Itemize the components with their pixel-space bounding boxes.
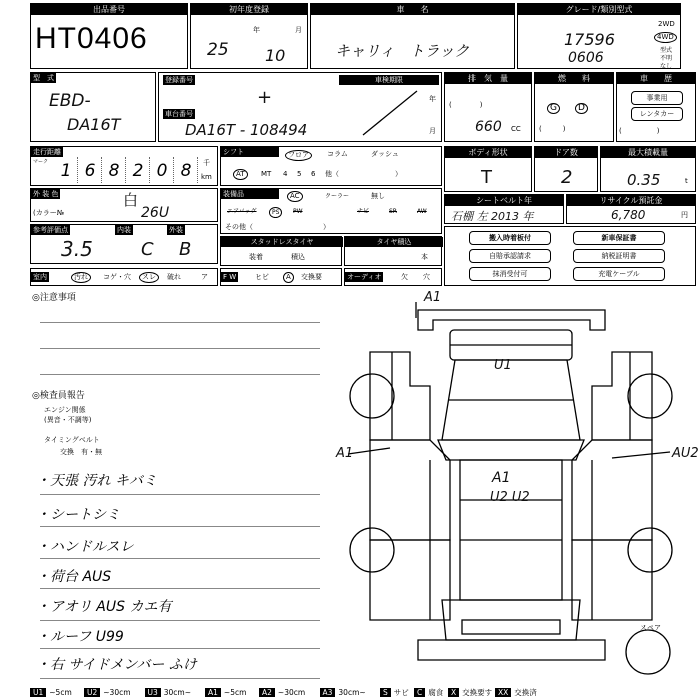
stock-number-label: 出品番号: [31, 4, 187, 15]
displacement-paren: ( ): [449, 101, 483, 109]
interior-value: C: [141, 239, 154, 260]
note-rule: [40, 678, 320, 679]
shift-mt: MT: [261, 170, 272, 178]
color-label: 外 装 色: [33, 190, 59, 198]
displacement-cell: [444, 72, 532, 142]
fuel-cell: [534, 72, 614, 142]
audio-label: オーディオ: [347, 273, 382, 281]
shift-4: 4: [283, 170, 288, 178]
legend-meaning: 交換要す: [462, 688, 493, 697]
first-reg-month: 10: [265, 46, 286, 65]
legend-item: [205, 686, 249, 700]
audio-missing: 欠: [401, 273, 408, 281]
doc-cancel: 抹消受付可: [469, 267, 551, 281]
history-business: 事業用: [631, 91, 683, 105]
recycle-unit: 円: [681, 211, 688, 219]
caution-heading: ◎注意事項: [32, 293, 76, 303]
note-rule: [40, 620, 320, 621]
odometer-digit: 6: [79, 157, 102, 183]
note-line: ・ハンドルスレ: [36, 539, 134, 555]
shift-dash: ダッシュ: [371, 150, 399, 158]
equip-ac: AC: [287, 191, 303, 202]
shift-cell: [220, 146, 442, 186]
history-paren: ( ): [619, 127, 660, 135]
grade-code1: 17596: [564, 30, 615, 49]
grade-code2: 0606: [568, 50, 604, 66]
mileage-unit-thousand: 千: [203, 159, 210, 167]
month-unit: 月: [295, 26, 302, 34]
legend-code: XX: [495, 688, 511, 697]
audio-cell: [344, 268, 442, 286]
cond-burn: コゲ・穴: [103, 273, 131, 281]
color-code-label: (カラー№: [33, 209, 65, 217]
mileage-label: 走行距離: [33, 148, 61, 156]
odometer-digit: 1: [55, 157, 78, 183]
fw-a: A: [283, 272, 294, 283]
equipment-cell: [220, 188, 442, 234]
legend-meaning: 30cm~: [338, 688, 366, 697]
inspection-label: 車検期限: [339, 75, 439, 85]
note-line: ・右 サイドメンバー ふけ: [36, 657, 197, 673]
capacity-cell: [600, 146, 696, 192]
legend-meaning: サビ: [393, 688, 409, 697]
grade-label: グレード/類別型式: [518, 4, 680, 15]
note-rule: [40, 494, 320, 495]
recycle-cell: [566, 194, 696, 224]
color-code: 26U: [141, 205, 170, 221]
tire-load-unit: 本: [421, 253, 428, 261]
odometer-digit: 8: [175, 157, 198, 183]
legend-code: S: [380, 688, 391, 697]
caution-rule-3: [40, 374, 320, 375]
timing-sub: 交換 有・無: [60, 448, 102, 456]
drive-4wd: 4WD: [654, 32, 677, 43]
body-type-value: T: [481, 167, 492, 188]
reg-chassis-cell: [158, 72, 442, 142]
cond-a: ア: [201, 273, 208, 281]
inspection-year-unit: 年: [429, 95, 436, 103]
engine-label: エンジン関係: [44, 406, 86, 414]
equip-sr: SR: [389, 208, 397, 215]
color-value: 白: [123, 191, 139, 209]
doors-cell: [534, 146, 598, 192]
doc-arrival-board: 搬入時着板付: [469, 231, 551, 245]
capacity-label: 最大積載量: [601, 147, 695, 158]
body-type-label: ボディ形状: [445, 147, 531, 158]
cond-scuff: スレ: [139, 272, 159, 283]
exterior-label: 外装: [169, 226, 183, 234]
capacity-value: 0.35: [627, 171, 661, 189]
reg-no-mark: +: [257, 87, 273, 108]
mileage-unit-km: km: [201, 173, 212, 181]
grade-other3: なし: [660, 63, 673, 70]
legend-code: U3: [145, 688, 161, 697]
fuel-g: G: [547, 103, 560, 114]
fw-replace: 交換要: [301, 273, 322, 281]
legend-code: A3: [320, 688, 336, 697]
doors-label: ドア数: [535, 147, 597, 158]
history-label: 車 歴: [617, 73, 695, 84]
note-line: ・荷台 AUS: [36, 569, 112, 585]
studless-label: スタッドレスタイヤ: [221, 237, 343, 247]
damage-mark-bed-a: A1: [492, 470, 511, 486]
cond-tear: 破れ: [167, 273, 181, 281]
legend-meaning: ~30cm: [103, 688, 131, 697]
rating-cell: [30, 224, 218, 264]
fw-crack: ヒビ: [255, 273, 269, 281]
audio-hole: 穴: [423, 273, 430, 281]
interior-cond-cell: [30, 268, 218, 286]
doc-warranty: 新車保証書: [573, 231, 665, 245]
inspection-strike: [359, 87, 423, 139]
doc-charge-cable: 充電ケーブル: [573, 267, 665, 281]
chassis-label: 車台番号: [165, 110, 193, 118]
equip-ps: PS: [269, 207, 282, 218]
reg-no-label: 登録番号: [165, 76, 193, 84]
legend-item: [84, 686, 134, 700]
model-line2: DA16T: [67, 115, 121, 134]
mileage-mark: マーク: [33, 159, 49, 165]
legend-code: U1: [30, 688, 46, 697]
mileage-cell: [30, 146, 218, 186]
fuel-paren: ( ): [539, 125, 566, 133]
seatbelt-cell: [444, 194, 564, 224]
studless-loaded: 積込: [291, 253, 305, 261]
displacement-label: 排 気 量: [445, 73, 531, 84]
first-registration-cell: [190, 3, 308, 69]
shift-at: AT: [233, 169, 248, 180]
equipment-label: 装備品: [221, 189, 279, 199]
shift-other: 他（ ）: [325, 170, 402, 178]
grade-cell: [517, 3, 681, 69]
drive-2wd: 2WD: [658, 20, 675, 28]
equip-airbag: エアバッグ: [227, 208, 257, 215]
fw-label: F W: [223, 273, 237, 281]
grade-other1: 型式: [660, 47, 673, 54]
car-name: キャリィ トラック: [335, 42, 470, 60]
legend-code: U2: [84, 688, 100, 697]
legend-item: [495, 686, 540, 700]
note-rule: [40, 526, 320, 527]
legend-meaning: ~5cm: [49, 688, 72, 697]
shift-5: 5: [297, 170, 302, 178]
car-name-cell: [310, 3, 515, 69]
rating-value: 3.5: [61, 237, 93, 261]
first-reg-year: 25: [207, 40, 229, 60]
displacement-unit: CC: [511, 125, 521, 133]
history-cell: [616, 72, 696, 142]
equip-cooler: クーラー: [325, 193, 350, 200]
odometer: [55, 157, 199, 185]
note-line: ・シートシミ: [36, 507, 120, 523]
note-line: ・ルーフ U99: [36, 629, 124, 645]
damage-mark-bumper: A1: [424, 290, 442, 305]
chassis-value: DA16T - 108494: [185, 121, 308, 139]
odometer-digit: 8: [103, 157, 126, 183]
legend-item: [414, 686, 446, 700]
legend-meaning: ~5cm: [223, 688, 247, 697]
capacity-unit: t: [685, 177, 688, 185]
legend-item: [30, 686, 75, 700]
note-line: ・天張 汚れ キバミ: [36, 473, 157, 489]
timing-label: タイミングベルト: [44, 436, 100, 444]
damage-mark-right-door: AU2: [672, 446, 699, 461]
legend-item: [259, 686, 308, 700]
car-name-label: 車 名: [311, 4, 514, 15]
model-line1: EBD-: [49, 91, 91, 111]
legend-code: C: [414, 688, 425, 697]
shift-label: シフト: [221, 147, 279, 157]
model-label: 型 式: [33, 74, 54, 82]
equip-navi: ナビ: [357, 208, 370, 215]
seatbelt-label: シートベルト年: [445, 195, 563, 206]
note-line: ・アオリ AUS カエ有: [36, 599, 172, 615]
note-rule: [40, 588, 320, 589]
model-cell: [30, 72, 156, 142]
shift-column: コラム: [327, 150, 348, 158]
odometer-digit: 0: [151, 157, 174, 183]
fuel-d: D: [575, 103, 588, 114]
legend-code: A2: [259, 688, 275, 697]
spare-label: スペア: [640, 624, 661, 632]
grade-other2: 不明: [660, 55, 673, 62]
studless-fitted: 装着: [249, 253, 263, 261]
inspection-month-unit: 月: [429, 127, 436, 135]
stock-number: HT0406: [35, 22, 148, 55]
body-type-cell: [444, 146, 532, 192]
legend-meaning: ~30cm: [277, 688, 306, 697]
docs-cell: [444, 226, 696, 286]
note-rule: [40, 558, 320, 559]
displacement-value: 660: [475, 119, 502, 135]
shift-floor: フロア: [285, 150, 312, 161]
interior-label: 内装: [117, 226, 131, 234]
legend-item: [145, 686, 195, 700]
engine-sub: (異音・不調等): [44, 416, 92, 424]
legend-meaning: 交換済: [514, 688, 537, 697]
legend-item: [448, 686, 495, 700]
fuel-label: 燃 料: [535, 73, 613, 84]
recycle-value: 6,780: [611, 208, 646, 222]
note-rule: [40, 648, 320, 649]
equip-pw: PW: [293, 208, 303, 215]
stock-number-cell: [30, 3, 188, 69]
tire-load-label: タイヤ積込: [345, 237, 443, 247]
history-rental: レンタカー: [631, 107, 683, 121]
equip-aw: AW: [417, 208, 427, 215]
equip-other: その他（ ）: [225, 223, 330, 231]
legend-meaning: 30cm~: [163, 688, 192, 697]
year-unit: 年: [253, 26, 260, 34]
exterior-value: B: [179, 239, 192, 260]
caution-rule-1: [40, 322, 320, 323]
equip-none: 無し: [371, 192, 385, 200]
seatbelt-value: 石棚 左 2013 年: [451, 210, 534, 223]
first-registration-label: 初年度登録: [191, 4, 307, 15]
interior-cond-label: 室内: [33, 273, 47, 281]
damage-mark-roof: U1: [494, 358, 512, 373]
color-cell: [30, 188, 218, 222]
caution-rule-2: [40, 348, 320, 349]
cond-dirt: 汚れ: [71, 272, 91, 283]
fw-cell: [220, 268, 342, 286]
doors-value: 2: [561, 167, 573, 188]
odometer-digit: 2: [127, 157, 150, 183]
inspector-heading: ◎検査員報告: [32, 391, 85, 401]
recycle-label: リサイクル預託金: [567, 195, 695, 206]
tire-load-cell: [344, 236, 442, 266]
legend-code: A1: [205, 688, 221, 697]
rating-label: 参考評価点: [33, 226, 68, 234]
legend-code: X: [448, 688, 459, 697]
legend-item: [380, 686, 412, 700]
damage-mark-left-door: A1: [336, 446, 354, 461]
legend-meaning: 腐食: [428, 688, 444, 697]
studless-cell: [220, 236, 342, 266]
shift-6: 6: [311, 170, 316, 178]
doc-insurance: 自賠承認請求: [469, 249, 551, 263]
legend-item: [320, 686, 369, 700]
damage-mark-bed-u: U2 U2: [490, 490, 530, 505]
doc-tax-cert: 納税証明書: [573, 249, 665, 263]
